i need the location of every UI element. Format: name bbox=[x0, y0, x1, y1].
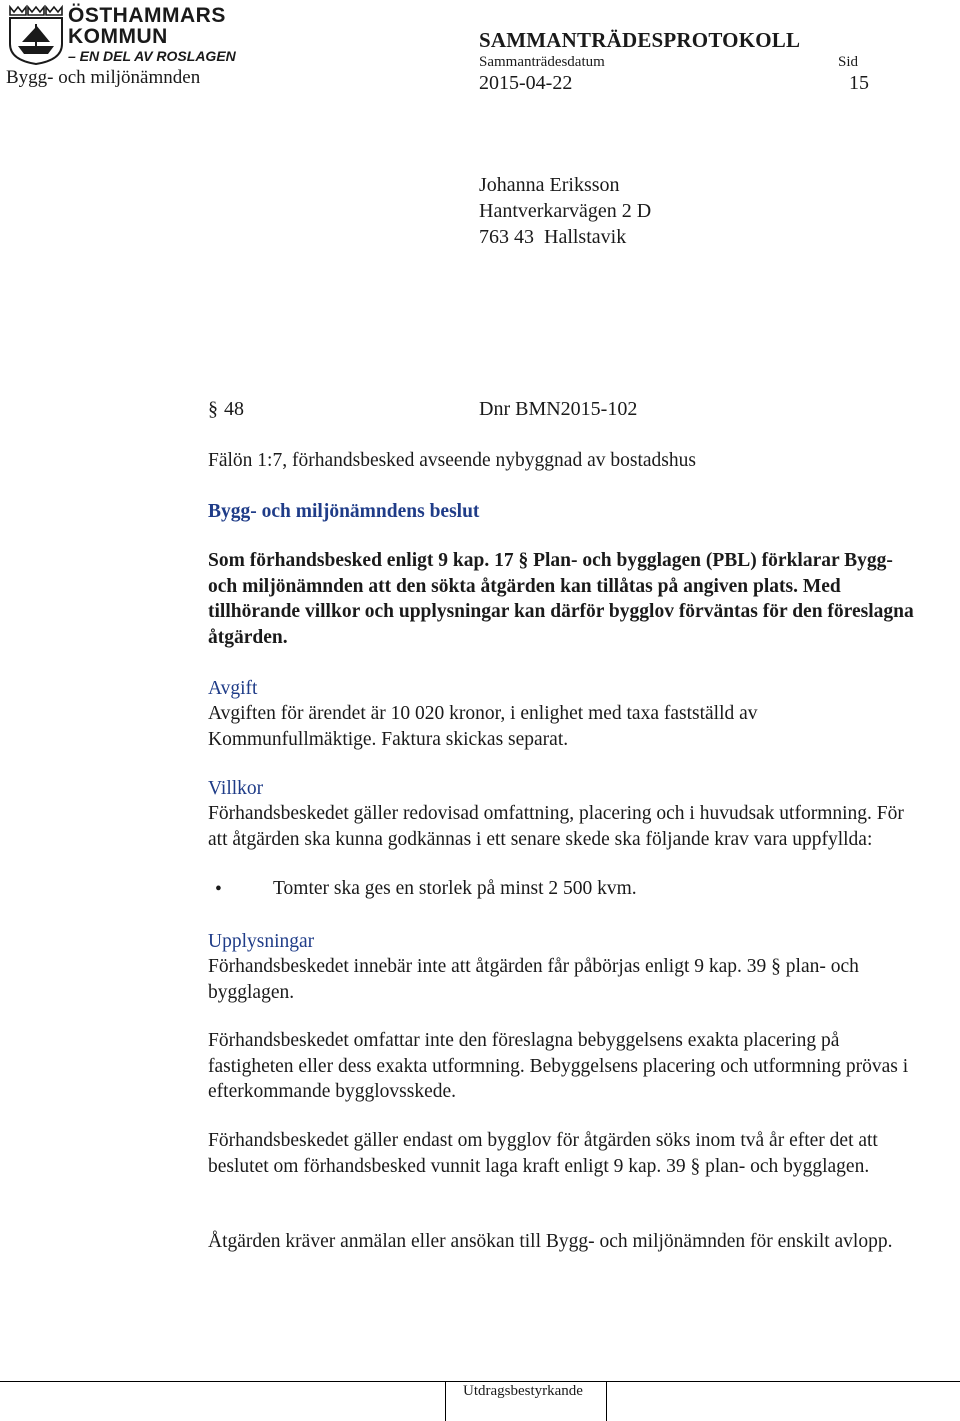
logo-tagline: – EN DEL AV ROSLAGEN bbox=[68, 48, 236, 64]
case-subject: Fälön 1:7, förhandsbesked avseende nybyggnad av bostadshus bbox=[208, 450, 696, 471]
information-paragraph-1: Förhandsbeskedet innebär inte att åtgärden får påbörjas enligt 9 kap. 39 § plan- och bygglagen. bbox=[208, 956, 859, 1003]
page-label: Sid bbox=[838, 54, 859, 70]
conditions-text: Förhandsbeskedet gäller redovisad omfattning, placering och i huvudsak utformning. För att åtgärden ska kunna godkännas i ett senare skede ska följande krav vara uppfyllda: bbox=[208, 803, 904, 850]
page-number: 15 bbox=[849, 72, 869, 94]
municipality-logo bbox=[6, 4, 236, 66]
recipient-name: Johanna Eriksson bbox=[479, 174, 620, 196]
bullet-icon: • bbox=[215, 879, 222, 900]
information-heading: Upplysningar bbox=[208, 931, 315, 952]
decision-heading: Bygg- och miljönämndens beslut bbox=[208, 501, 480, 522]
decision-text: Som förhandsbesked enligt 9 kap. 17 § Plan- och bygglagen (PBL) förklarar Bygg- och miljönämnden att den sökta åtgärden kan tillåtas på angiven plats. Med tillhörande villkor och upplysningar kan därför bygglov förväntas för den föreslagna åtgärden. bbox=[208, 550, 914, 648]
information-paragraph-2: Förhandsbeskedet omfattar inte den föreslagna bebyggelsens exakta placering på fastigheten eller dess exakta utformning. Bebyggelsens placering och utformning prövas i efterkommande bygglovsskede. bbox=[208, 1030, 909, 1102]
information-paragraph-4: Åtgärden kräver anmälan eller ansökan till Bygg- och miljönämnden för enskilt avlopp. bbox=[208, 1231, 893, 1252]
document-title: SAMMANTRÄDESPROTOKOLL bbox=[479, 28, 801, 52]
meeting-date-label: Sammanträdesdatum bbox=[479, 54, 605, 70]
section-sign: § bbox=[208, 398, 218, 420]
certification-label: Utdragsbestyrkande bbox=[463, 1383, 583, 1399]
conditions-bullet: Tomter ska ges en storlek på minst 2 500 kvm. bbox=[273, 878, 637, 899]
section-sign-icon: § bbox=[690, 1155, 701, 1177]
recipient-street: Hantverkarvägen 2 D bbox=[479, 200, 652, 222]
case-dnr: Dnr BMN2015-102 bbox=[479, 398, 638, 420]
information-paragraph-3: Förhandsbeskedet gäller endast om bygglov för åtgärden söks inom två år efter det att beslutet om förhandsbesked vunnit laga kraft enligt 9 kap. 39 § plan- och bygglagen. bbox=[208, 1130, 878, 1177]
fee-heading: Avgift bbox=[208, 678, 258, 699]
logo-line-2: KOMMUN bbox=[68, 25, 168, 48]
recipient-city: 763 43 Hallstavik bbox=[479, 226, 627, 248]
meeting-date: 2015-04-22 bbox=[479, 72, 573, 94]
section-sign-icon: § bbox=[771, 956, 781, 977]
section-number: 48 bbox=[224, 398, 244, 420]
section-sign-icon: § bbox=[518, 550, 529, 571]
logo-line-1: ÖSTHAMMARS bbox=[68, 4, 226, 27]
conditions-heading: Villkor bbox=[208, 778, 264, 799]
organization-name: Bygg- och miljönämnden bbox=[6, 67, 201, 88]
fee-text: Avgiften för ärendet är 10 020 kronor, i enlighet med taxa fastställd av Kommunfullmäktige. Faktura skickas separat. bbox=[208, 703, 758, 750]
